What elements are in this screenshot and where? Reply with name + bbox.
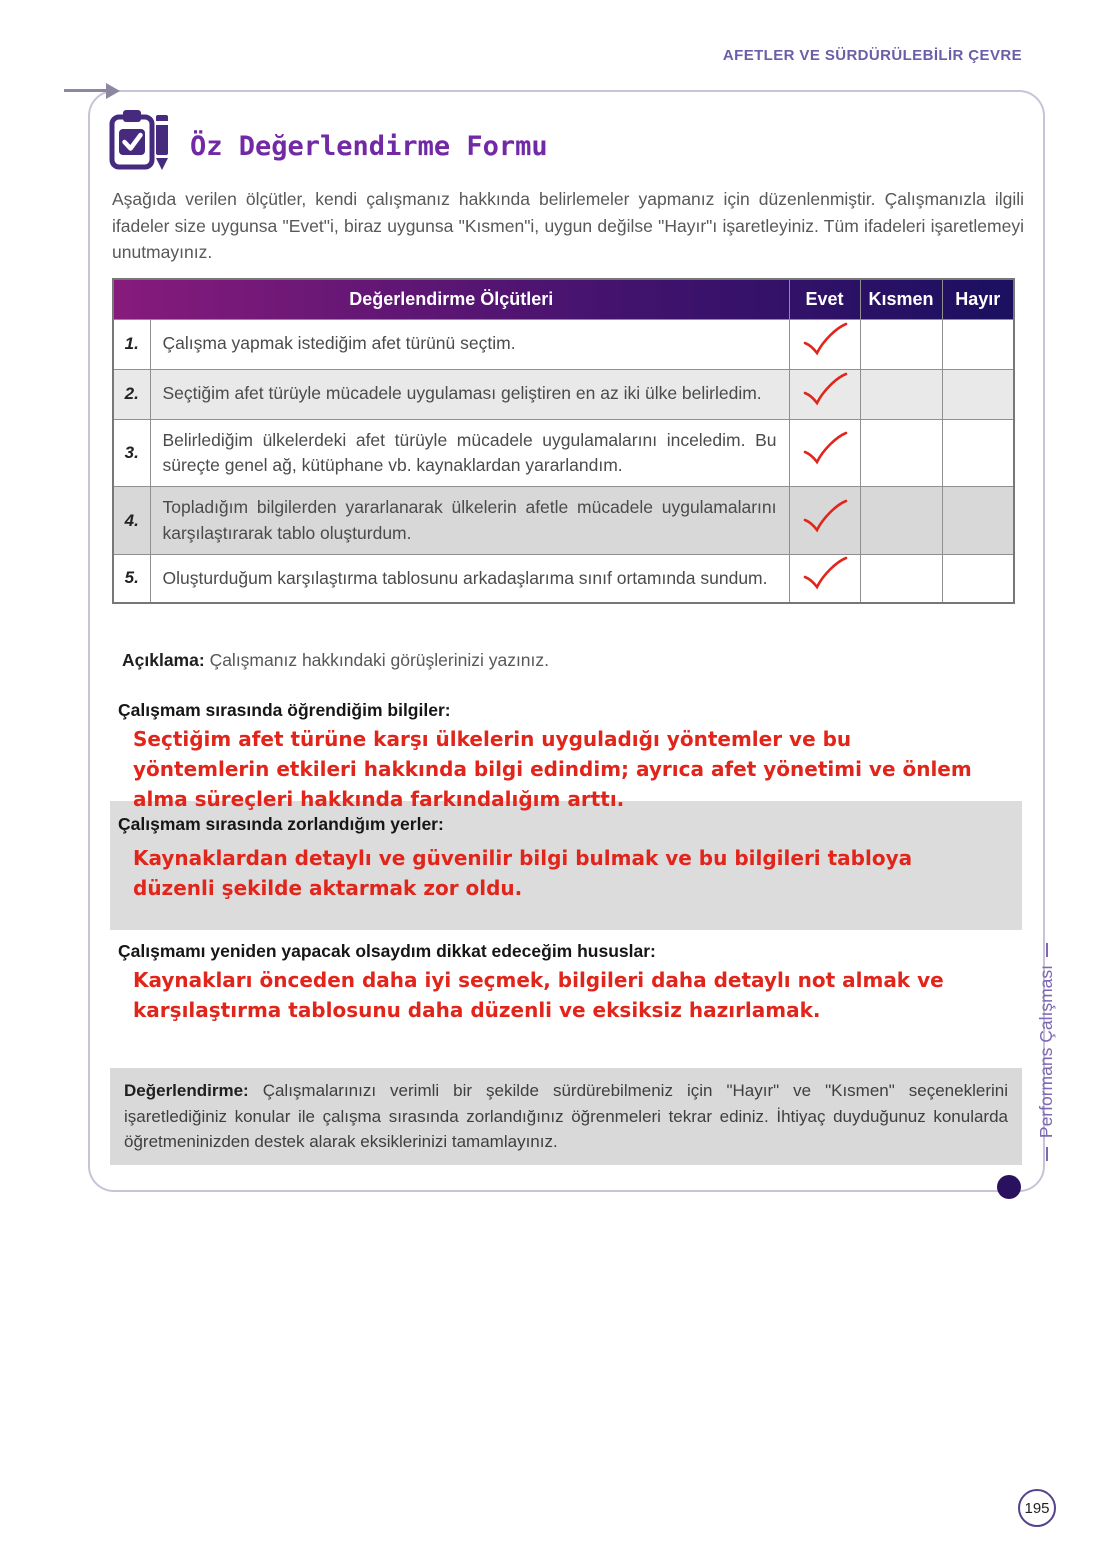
row-number: 2. bbox=[113, 369, 150, 419]
row-number: 5. bbox=[113, 555, 150, 603]
col-header-kismen: Kısmen bbox=[860, 279, 942, 319]
table-row-3 bbox=[113, 419, 1014, 487]
table-row-4 bbox=[113, 487, 1014, 555]
checkmark-icon bbox=[790, 499, 860, 533]
col-header-hayir: Hayır bbox=[942, 279, 1014, 319]
cell-hayir bbox=[942, 419, 1014, 487]
row-number: 3. bbox=[113, 419, 150, 487]
self-evaluation-table bbox=[112, 278, 1015, 604]
cell-hayir bbox=[942, 487, 1014, 555]
table-row-5 bbox=[113, 555, 1014, 603]
arrow-icon bbox=[64, 89, 108, 92]
page-number-badge bbox=[1018, 1489, 1056, 1527]
criterion-text: Topladığım bilgilerden yararlanarak ülkelerin afetle mücadele uygulamalarını karşılaştırarak tablo oluşturdum. bbox=[150, 487, 789, 555]
tick-line bbox=[1046, 1147, 1048, 1161]
cell-hayir bbox=[942, 369, 1014, 419]
evaluation-note bbox=[110, 1068, 1022, 1165]
cell-kismen bbox=[860, 487, 942, 555]
answer-difficulties: Kaynaklardan detaylı ve güvenilir bilgi bulmak ve bu bilgileri tabloya düzenli şekilde aktarmak zor oldu. bbox=[133, 846, 913, 900]
cell-evet bbox=[789, 419, 860, 487]
form-title: Öz Değerlendirme Formu bbox=[190, 131, 548, 162]
explanation-label: Açıklama: bbox=[122, 650, 205, 670]
criterion-text: Oluşturduğum karşılaştırma tablosunu arkadaşlarıma sınıf ortamında sundum. bbox=[150, 555, 789, 603]
criterion-text: Belirlediğim ülkelerdeki afet türüyle mücadele uygulamalarını inceledim. Bu süreçte genel ağ, kütüphane vb. kaynaklardan yararlandım. bbox=[150, 419, 789, 487]
arrow-head-icon bbox=[106, 83, 120, 99]
cell-kismen bbox=[860, 555, 942, 603]
corner-dot bbox=[997, 1175, 1021, 1199]
section-label-redo: Çalışmamı yeniden yapacak olsaydım dikkat edeceğim hususlar: bbox=[118, 941, 656, 961]
checkmark-icon bbox=[790, 372, 860, 406]
page-header: AFETLER VE SÜRDÜRÜLEBİLİR ÇEVRE bbox=[722, 47, 1022, 64]
table-row-1 bbox=[113, 319, 1014, 369]
cell-evet bbox=[789, 319, 860, 369]
cell-evet bbox=[789, 369, 860, 419]
table-row-2 bbox=[113, 369, 1014, 419]
row-number: 1. bbox=[113, 319, 150, 369]
side-label bbox=[1036, 926, 1057, 1178]
cell-kismen bbox=[860, 369, 942, 419]
tick-line bbox=[1046, 943, 1048, 957]
cell-evet bbox=[789, 487, 860, 555]
cell-kismen bbox=[860, 319, 942, 369]
criterion-text: Seçtiğim afet türüyle mücadele uygulaması geliştiren en az iki ülke belirledim. bbox=[150, 369, 789, 419]
explanation-text: Çalışmanız hakkındaki görüşlerinizi yazınız. bbox=[209, 650, 550, 670]
cell-kismen bbox=[860, 419, 942, 487]
row-number: 4. bbox=[113, 487, 150, 555]
explanation-line bbox=[122, 650, 549, 671]
section-label-learned: Çalışmam sırasında öğrendiğim bilgiler: bbox=[118, 700, 451, 720]
cell-hayir bbox=[942, 555, 1014, 603]
checkmark-icon bbox=[790, 431, 860, 465]
page-number: 195 bbox=[1024, 1499, 1050, 1517]
checkmark-icon bbox=[790, 556, 860, 590]
col-header-evet: Evet bbox=[789, 279, 860, 319]
evaluation-text: Çalışmalarınızı verimli bir şekilde sürdürebilmeniz için "Hayır" ve "Kısmen" seçeneklerini işaretlediğiniz konular ile çalışma sırasında zorlandığınız öğrenmeleri tekrar ediniz. İhtiyaç duyduğunuz konularda öğretmeninizden destek alarak eksiklerinizi tamamlayınız. bbox=[124, 1081, 1008, 1151]
clipboard-check-icon bbox=[106, 106, 174, 174]
cell-evet bbox=[789, 555, 860, 603]
criterion-text: Çalışma yapmak istediğim afet türünü seçtim. bbox=[150, 319, 789, 369]
answer-redo: Kaynakları önceden daha iyi seçmek, bilgileri daha detaylı not almak ve karşılaştırma tablosunu daha düzenli ve eksiksiz hazırlamak. bbox=[133, 968, 944, 1022]
section-label-difficulties: Çalışmam sırasında zorlandığım yerler: bbox=[118, 814, 444, 834]
checkmark-icon bbox=[790, 322, 860, 356]
answer-learned: Seçtiğim afet türüne karşı ülkelerin uyguladığı yöntemler ve bu yöntemlerin etkileri hakkında bilgi edindim; ayrıca afet yönetimi ve önlem alma süreçleri hakkında farkındalığım arttı. bbox=[133, 727, 972, 811]
intro-paragraph: Aşağıda verilen ölçütler, kendi çalışmanız hakkında belirlemeler yapmanız için düzenlenmiştir. Çalışmanızla ilgili ifadeler size uygunsa "Evet"i, biraz uygunsa "Kısmen"i, uygun değilse "Hayır"ı işaretleyiniz. Tüm ifadeleri işaretlemeyi unutmayınız. bbox=[112, 189, 1024, 263]
col-header-criteria: Değerlendirme Ölçütleri bbox=[113, 279, 789, 319]
table-header-row bbox=[113, 279, 1014, 319]
cell-hayir bbox=[942, 319, 1014, 369]
side-label-text: Performans Çalışması bbox=[1036, 965, 1056, 1139]
evaluation-label: Değerlendirme: bbox=[124, 1081, 249, 1100]
